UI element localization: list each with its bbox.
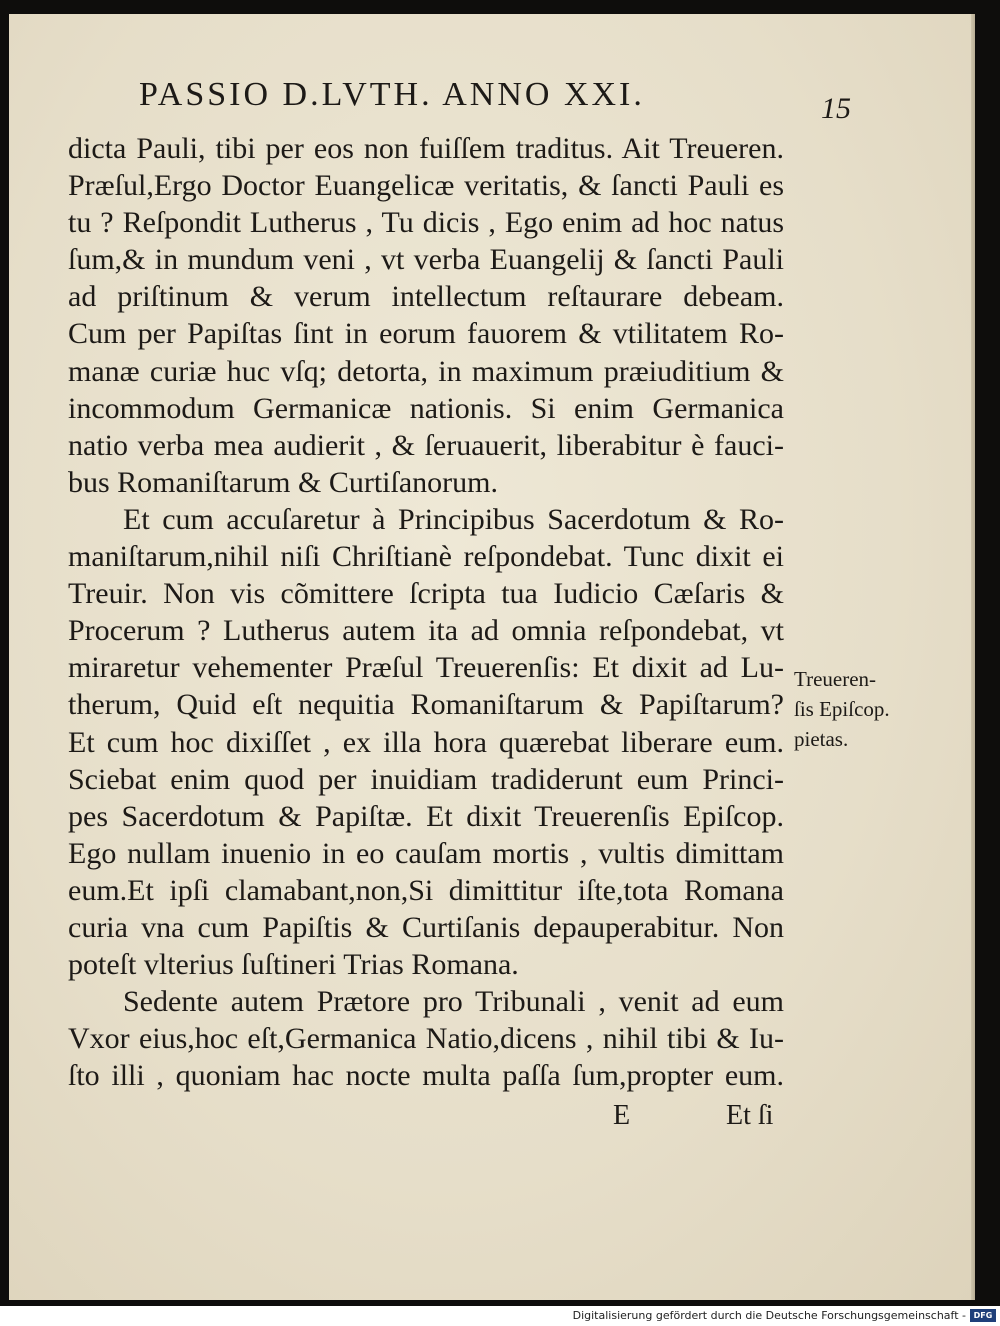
text-line: ad priſtinum & verum intellectum reſtaurare debeam. [68, 280, 784, 314]
marginal-note-line: Treueren- [794, 667, 877, 691]
text-line: pes Sacerdotum & Papiſtæ. Et dixit Treuerenſis Epiſcop. [68, 799, 784, 833]
folio-number: 15 [821, 92, 851, 125]
text-line: therum, Quid eſt nequitia Romaniſtarum & Papiſtarum? [68, 688, 784, 722]
text-line: natio verba mea audierit , & ſeruauerit, liberabitur è fauci- [68, 428, 784, 462]
book-page [9, 14, 975, 1300]
text-line: tu ? Reſpondit Lutherus , Tu dicis , Ego enim ad hoc natus [68, 206, 784, 240]
marginal-note [794, 664, 969, 754]
text-line: Cum per Papiſtas ſint in eorum fauorem & vtilitatem Ro- [68, 317, 784, 351]
text-line: Et cum hoc dixiſſet , ex illa hora quærebat liberare eum. [68, 725, 784, 759]
text-line: dicta Pauli, tibi per eos non fuiſſem traditus. Ait Treueren. [68, 132, 784, 165]
text-line: miraretur vehementer Præſul Treuerenſis: Et dixit ad Lu- [68, 651, 784, 685]
text-line: poteſt vlterius ſuſtineri Trias Romana. [68, 948, 519, 982]
marginal-note-line: pietas. [794, 727, 849, 751]
text-line: manæ curiæ huc vſq; detorta, in maximum præiuditium & [68, 354, 784, 388]
text-line: Præſul,Ergo Doctor Euangelicæ veritatis, & ſancti Pauli es [68, 169, 784, 203]
dfg-logo-icon: DFG [970, 1309, 996, 1322]
text-line: ſum,& in mundum veni , vt verba Euangelij & ſancti Pauli [68, 243, 784, 277]
marginal-note-line: ſis Epiſcop. [794, 697, 890, 721]
text-line: Sciebat enim quod per inuidiam tradiderunt eum Princi- [68, 762, 784, 796]
footer-bar [0, 1306, 1000, 1326]
text-line: Ego nullam inuenio in eo cauſam mortis , vultis dimittam [68, 836, 784, 870]
text-line: Treuir. Non vis cõmittere ſcripta tua Iudicio Cæſaris & [68, 577, 784, 611]
text-line: Vxor eius,hoc eſt,Germanica Natio,dicens , nihil tibi & Iu- [68, 1022, 784, 1056]
body-text [68, 130, 784, 1094]
text-line: eum.Et ipſi clamabant,non,Si dimittitur iſte,tota Romana [68, 873, 784, 907]
text-line: Procerum ? Lutherus autem ita ad omnia reſpondebat, vt [68, 614, 784, 648]
funding-credit: Digitalisierung gefördert durch die Deutsche Forschungsgemeinschaft - [572, 1309, 966, 1322]
catchword: Et ſi [726, 1100, 774, 1131]
page-edge [971, 14, 975, 1300]
running-head: PASSIO D.LVTH. ANNO XXI. [139, 76, 645, 113]
text-line: Et cum accuſaretur à Principibus Sacerdotum & Ro- [123, 502, 784, 536]
text-line: curia vna cum Papiſtis & Curtiſanis depauperabitur. Non [68, 910, 784, 944]
signature-mark: E [613, 1100, 631, 1131]
text-line: ſto illi , quoniam hac nocte multa paſſa ſum,propter eum. [68, 1059, 784, 1093]
text-line: maniſtarum,nihil niſi Chriſtianè reſpondebat. Tunc dixit ei [68, 540, 784, 574]
text-line: incommodum Germanicæ nationis. Si enim Germanica [68, 391, 784, 425]
text-line: Sedente autem Prætore pro Tribunali , venit ad eum [123, 985, 784, 1019]
text-line: bus Romaniſtarum & Curtiſanorum. [68, 465, 498, 499]
